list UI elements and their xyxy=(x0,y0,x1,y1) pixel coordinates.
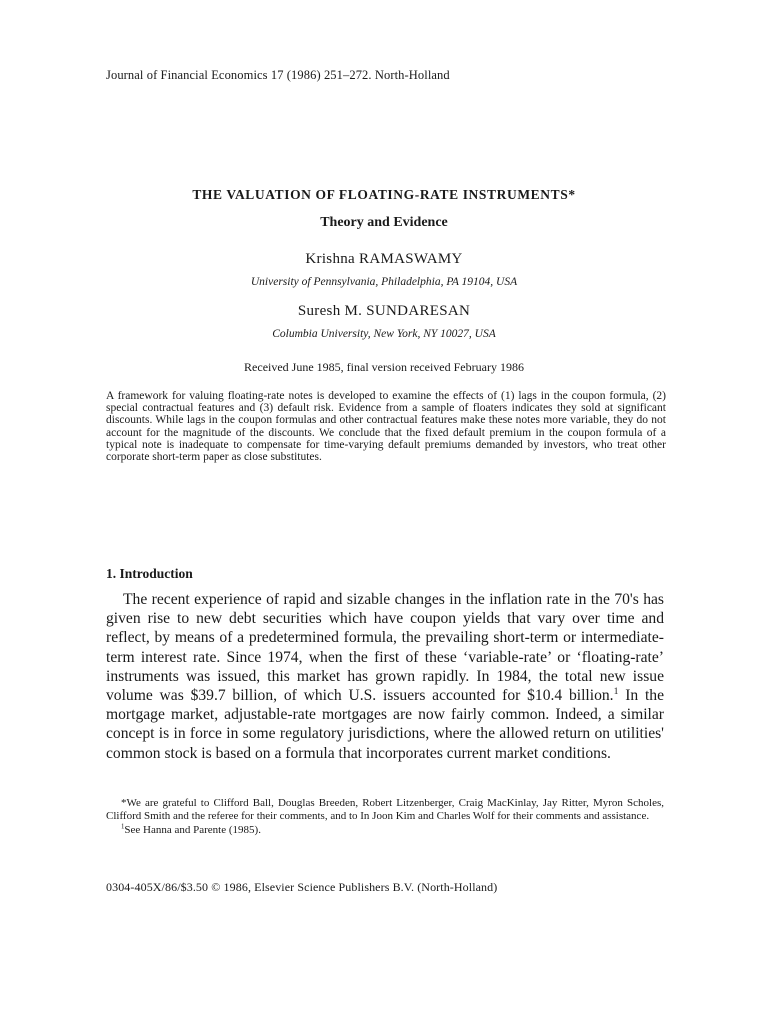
author-affiliation-1: University of Pennsylvania, Philadelphia, PA 19104, USA xyxy=(250,276,518,288)
footnote-1-text: See Hanna and Parente (1985). xyxy=(124,824,261,837)
author-affiliation-2: Columbia University, New York, NY 10027, USA xyxy=(272,328,496,340)
section-heading-introduction: 1. Introduction xyxy=(106,566,193,581)
author-name-1: Krishna RAMASWAMY xyxy=(305,251,463,267)
author-name-2: Suresh M. SUNDARESAN xyxy=(297,303,471,319)
article-title: THE VALUATION OF FLOATING-RATE INSTRUMENTS* xyxy=(192,187,576,202)
introduction-paragraph xyxy=(106,590,664,763)
intro-text-part-2: In the mortgage market, adjustable-rate mortgages are now fairly common. Indeed, a similar concept is in force in some regulatory jurisdictions, where the allowed return on utilities' common stock is based on a formula that incorporates current market conditions. xyxy=(106,687,665,762)
copyright-line: 0304-405X/86/$3.50 © 1986, Elsevier Science Publishers B.V. (North-Holland) xyxy=(106,880,498,894)
journal-citation: Journal of Financial Economics 17 (1986) 251–272. North-Holland xyxy=(106,68,450,82)
footnote-1-marker: 1 xyxy=(121,823,125,831)
intro-text-part-1: The recent experience of rapid and sizable changes in the inflation rate in the 70's has given rise to new debt securities which have coupon yields that vary over time and reflect, by means of a predetermined formula, the prevailing short-term or intermediate-term interest rate. Since 1974, when the first of these ‘variable-rate’ or ‘floating-rate’ instruments was issued, this market has grown rapidly. In 1984, the total new issue volume was $39.7 billion, of which U.S. issuers accounted for $10.4 billion. xyxy=(106,591,664,705)
footnote-marker-1: 1 xyxy=(613,685,619,697)
footnote-acknowledgement: *We are grateful to Clifford Ball, Douglas Breeden, Robert Litzenberger, Craig MacKinlay, Jay Ritter, Myron Scholes, Clifford Smith and the referee for their comments, and to In Joon Kim and Charles Wolf for their comments and assistance. xyxy=(106,797,664,822)
footnotes xyxy=(106,797,664,837)
received-dates: Received June 1985, final version received February 1986 xyxy=(244,360,524,374)
abstract: A framework for valuing floating-rate notes is developed to examine the effects of (1) lags in the coupon formula, (2) special contractual features and (3) default risk. Evidence from a sample of floaters indicates they sold at significant discounts. While lags in the coupon formulas and other contractual features make these notes more variable, they do not account for the magnitude of the discounts. We conclude that the fixed default premium in the coupon formula of a typical note is inadequate to compensate for time-varying default premiums demanded by investors, who treat other corporate short-term paper as close substitutes. xyxy=(106,390,666,464)
article-subtitle: Theory and Evidence xyxy=(320,215,448,230)
footnote-1 xyxy=(106,824,664,837)
